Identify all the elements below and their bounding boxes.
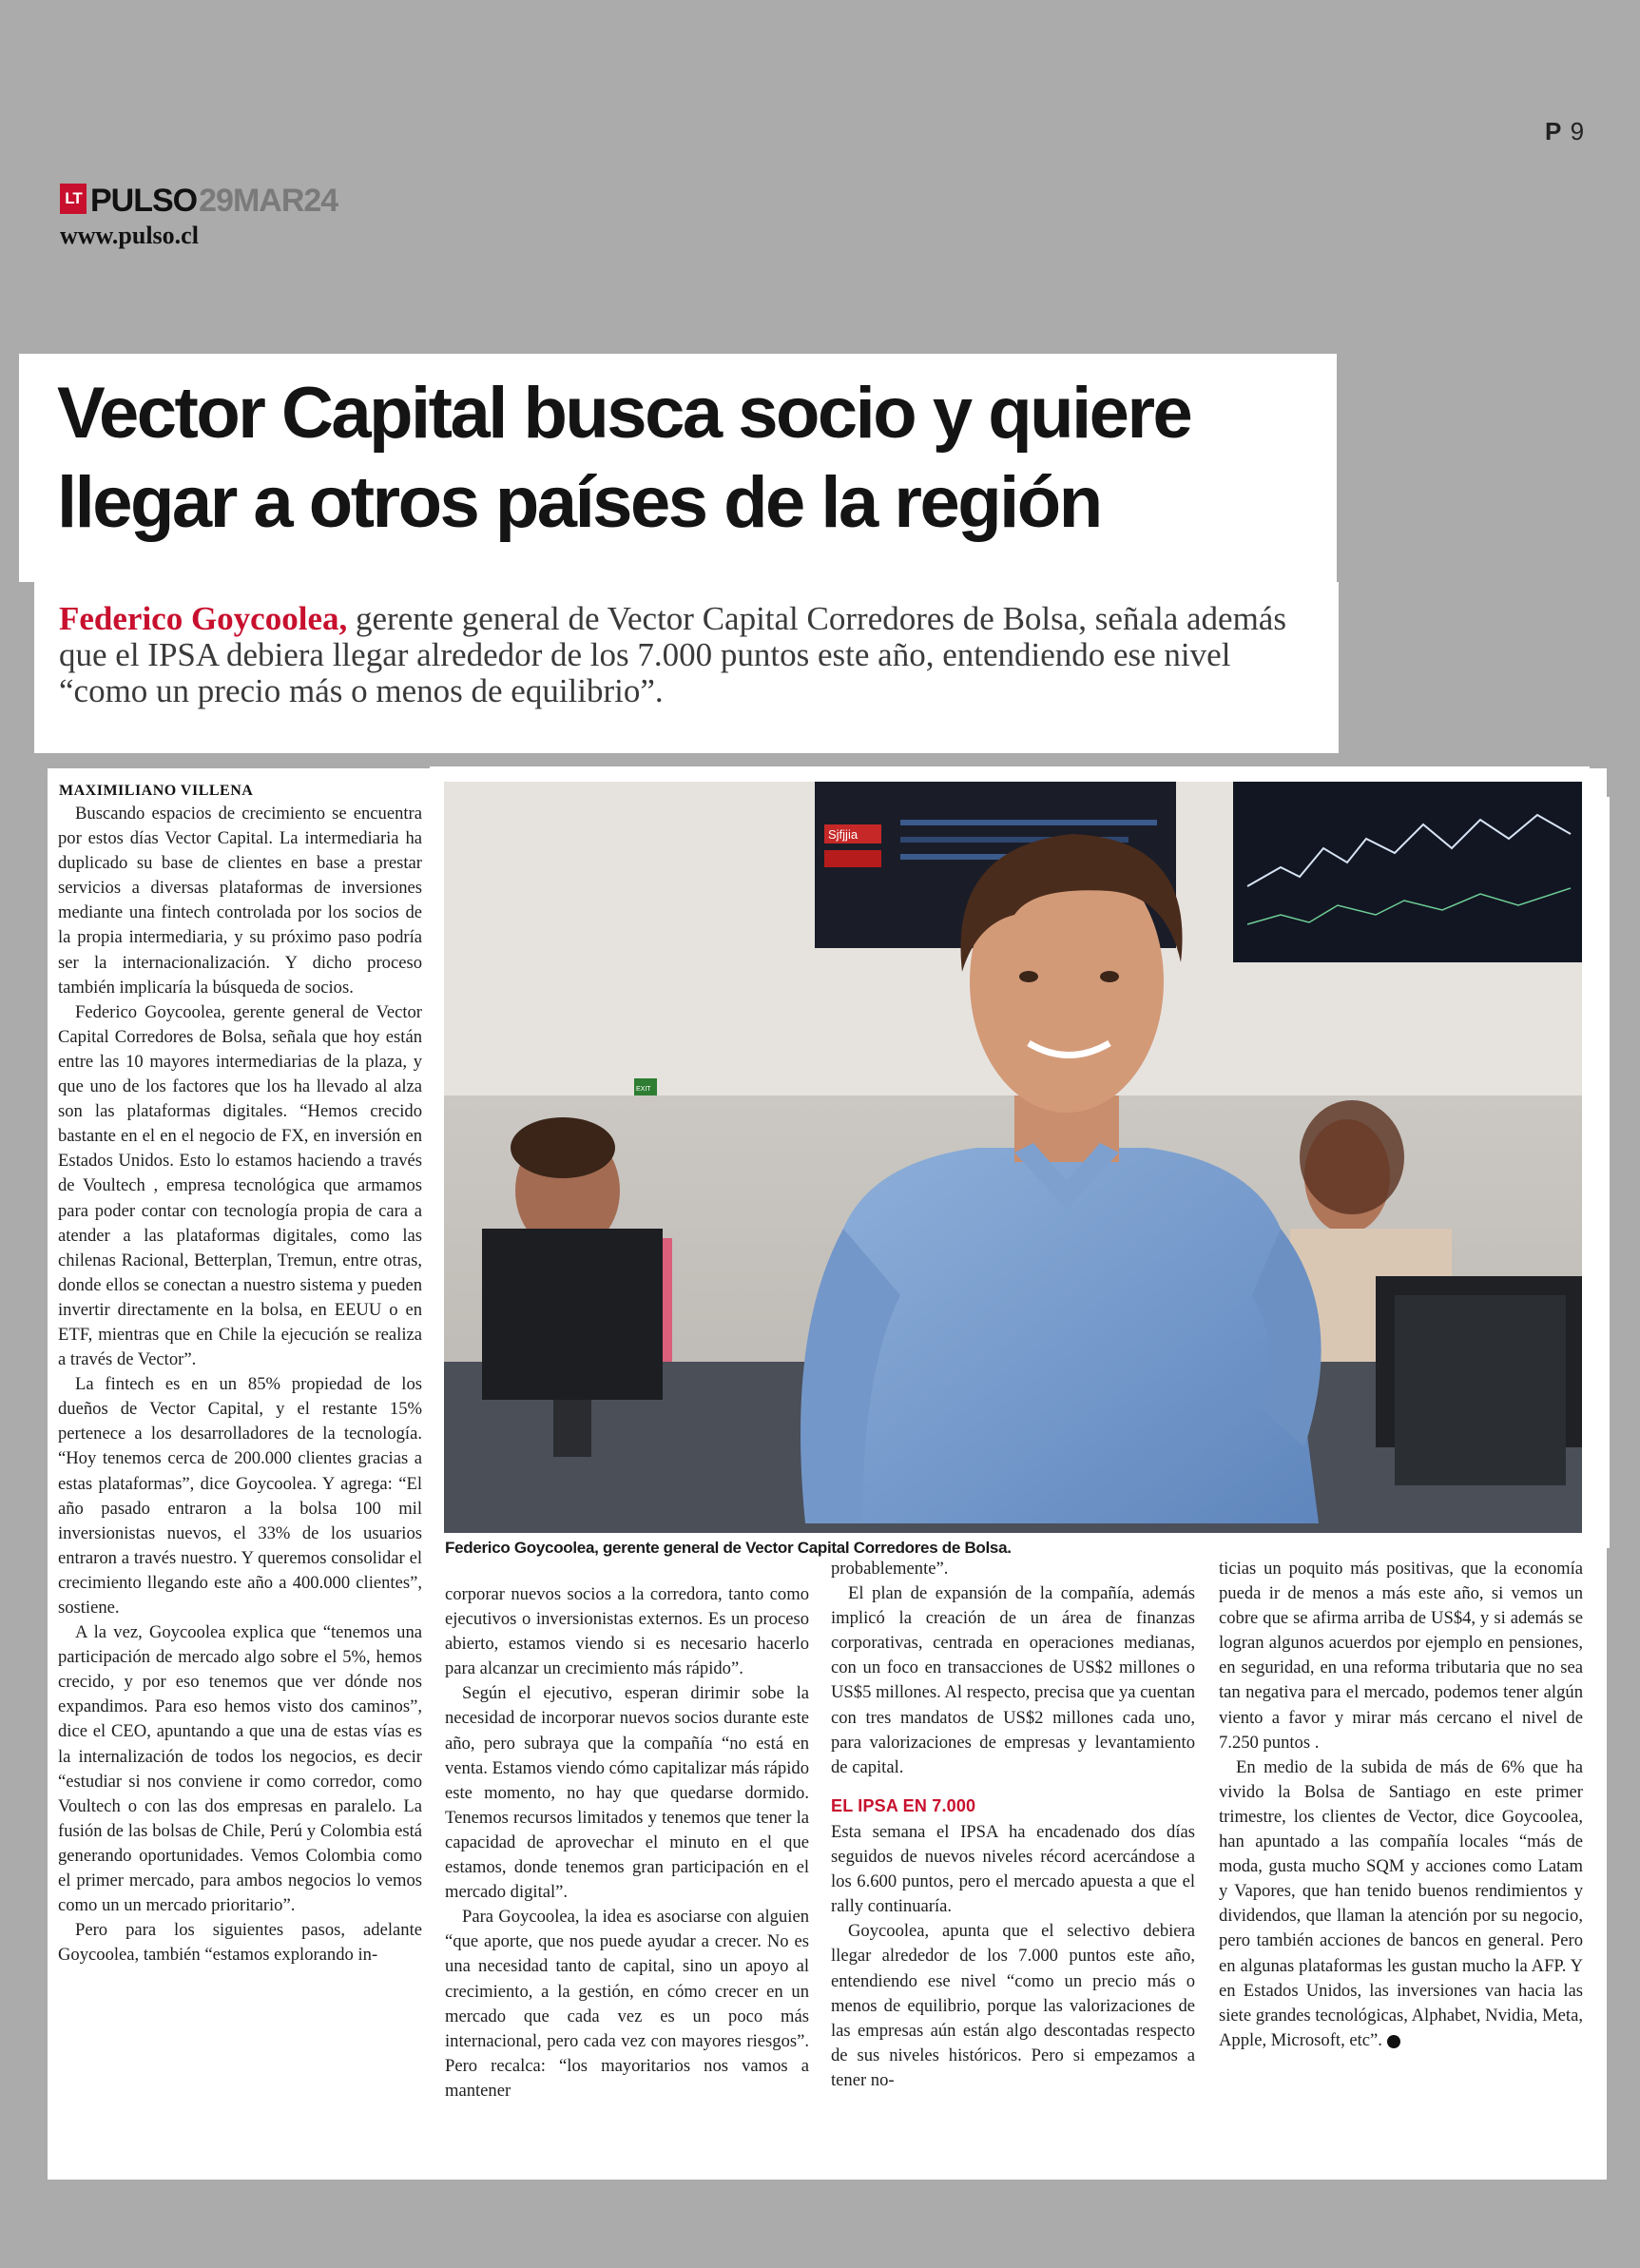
publication-name: PULSO	[90, 183, 198, 219]
paragraph: Buscando espacios de crecimiento se encuentra por estos días Vector Capital. La intermediaria ha duplicado su base de clientes en base a prestar servicios a diversas plataformas de inversiones mediante una fintech controlada por los socios de la propia intermediaria, y su próximo paso podría ser la internacionalización. Y dicho proceso también implicaría la búsqueda de socios.	[58, 804, 422, 998]
masthead	[60, 181, 338, 217]
paragraph: A la vez, Goycoolea explica que “tenemos una participación de mercado algo sobre el 5%, hemos crecido, y por eso tenemos que ver dónde nos expandimos. Para eso hemos visto dos caminos”, dice el CEO, apuntando a que una de estas vías es la internalización de todos los negocios, es decir “estudiar si nos conviene ir como corredor, como Voultech o con las dos empresas en paralelo. La fusión de las bolsas de Chile, Perú y Colombia está generando oportunidades. Vemos Colombia como el primer mercado, para ambos negocios lo vemos como un un mercado prioritario”.	[58, 1622, 422, 1916]
subtitle: Federico Goycoolea, gerente general de Vector Capital Corredores de Bolsa, señala además que el IPSA debiera llegar alrededor de los 7.000 puntos este año, entendiendo ese nivel “como un precio más o menos de equilibrio”.	[59, 600, 1286, 709]
author-byline: MAXIMILIANO VILLENA	[59, 783, 254, 799]
paragraph: ticias un poquito más positivas, que la economía pueda ir de menos a más este año, si vemos un cobre que se afirma arriba de US$4, y si además se logran algunos acuerdos por ejemplo en pensiones, en seguridad, en una reforma tributaria que no sea tan negativa para el mercado, podemos tener algún viento a favor y mirar más cercano el nivel de 7.250 puntos .	[1219, 1559, 1583, 1753]
article-column-1	[58, 802, 422, 2161]
paragraph: El plan de expansión de la compañía, además implicó la creación de un área de finanzas corporativas, centrada en operaciones medianas, con un foco en transacciones de US$2 millones o US$5 millones. Al respecto, precisa que ya cuentan con tres mandatos de US$2 millones cada uno, para valorizaciones de empresas y levantamiento de capital.	[831, 1583, 1195, 1777]
lt-logo: LT	[60, 184, 87, 214]
paragraph: Para Goycoolea, la idea es asociarse con alguien “que aporte, que nos puede ayudar a crecer. No es una necesidad tanto de capital, sino un apoyo al crecimiento, a la gestión, en cómo crecer en un mercado que cada vez es un poco más internacional, pero cada vez con mayores riesgos”. Pero recalca: “los mayoritarios nos vamos a mantener	[445, 1907, 809, 2101]
paragraph: Goycoolea, apunta que el selectivo debiera llegar alrededor de los 7.000 puntos este año, entendiendo ese nivel “como un precio más o menos de equilibrio, porque las valorizaciones de las empresas aún están algo descontadas respecto de sus niveles históricos. Pero si empezamos a tener no-	[831, 1921, 1195, 2090]
article-column-2	[445, 1582, 809, 2162]
paragraph: Federico Goycoolea, gerente general de Vector Capital Corredores de Bolsa, señala que hoy están entre las 10 mayores intermediarias de la plaza, y que uno de los factores que los ha llevado al alza son las plataformas digitales. “Hemos crecido bastante en el en el negocio de FX, en inversión en Estados Unidos. Esto lo estamos haciendo a través de Voultech , empresa tecnológica que armamos para poder contar con tecnología propia de cara a atender a las plataformas digitales, como las chilenas Racional, Betterplan, Tremun, entre otras, donde ellos se conectan a nuestro sistema y pueden invertir directamente en la bolsa, en EEUU o en ETF, mientras que en Chile la ejecución se realiza a través de Vector”.	[58, 1001, 422, 1370]
website-url[interactable]: www.pulso.cl	[60, 222, 199, 249]
paragraph: Pero para los siguientes pasos, adelante Goycoolea, también “estamos explorando in-	[58, 1920, 422, 1966]
paragraph: La fintech es en un 85% propiedad de los dueños de Vector Capital, y el restante 15% pertenece a los desarrolladores de la tecnología. “Hoy tenemos cerca de 200.000 clientes gracias a estas plataformas”, dice Goycoolea. Y agrega: “El año pasado entraron a la bolsa 100 mil inversionistas nuevos, el 33% de los usuarios entraron a través nuestro. Y queremos consolidar el crecimiento llegando este año a 400.000 clientes”, sostiene.	[58, 1374, 422, 1618]
monitor-ticker-text: Sjfjjia	[828, 827, 859, 842]
section-subhead: EL IPSA EN 7.000	[831, 1795, 976, 1815]
headline: Vector Capital busca socio y quiere llegar a otros países de la región	[57, 373, 1191, 543]
publication-date: 29MAR24	[199, 183, 338, 219]
subtitle-name: Federico Goycoolea,	[59, 600, 348, 637]
paragraph: En medio de la subida de más de 6% que ha vivido la Bolsa de Santiago en este primer trimestre, los clientes de Vector, dice Goycoolea, han apuntado a las compañía locales “más de moda, gusta mucho SQM y acciones como Latam y Vapores, que han tenido buenos rendimientos y dividendos, que llaman la atención por su negocio, pero también acciones de bancos en general. Pero en algunas plataformas les gustan mucho la AFP. Y en Estados Unidos, las inversiones van hacia las siete grandes tecnológicas, Alphabet, Nvidia, Meta, Apple, Microsoft, etc”. P	[1219, 1756, 1583, 2050]
right-monitor	[1233, 782, 1582, 962]
exit-sign-text: EXIT	[636, 1086, 651, 1093]
article-column-3	[831, 1557, 1195, 2165]
page-number: P 9	[1545, 117, 1586, 145]
photo-caption: Federico Goycoolea, gerente general de Vector Capital Corredores de Bolsa.	[445, 1539, 1012, 1557]
article-column-4	[1219, 1557, 1583, 2165]
paragraph: probablemente”.	[831, 1559, 949, 1579]
article-photo	[444, 782, 1582, 1533]
paragraph: Según el ejecutivo, esperan dirimir sobe la necesidad de incorporar nuevos socios durante este año, pero subraya que la compañía “no está en venta. Estamos viendo cómo capitalizar más rápido este momento, no hay que quedarse dormido. Tenemos recursos limitados y tenemos que tener la capacidad de aprovechar el minuto en el que estamos, donde tenemos gran participación en el mercado digital”.	[445, 1683, 809, 1903]
end-mark-icon: P	[1387, 2035, 1400, 2048]
paragraph: Esta semana el IPSA ha encadenado dos días seguidos de nuevos niveles récord acercándose a los 6.600 puntos, pero el mercado apuesta a que el rally continuaría.	[831, 1821, 1195, 1917]
paragraph: corporar nuevos socios a la corredora, tanto como ejecutivos o inversionistas externos. Es un proceso abierto, estamos viendo si es necesario hacerlo para alcanzar un crecimiento más rápido”.	[445, 1584, 809, 1679]
